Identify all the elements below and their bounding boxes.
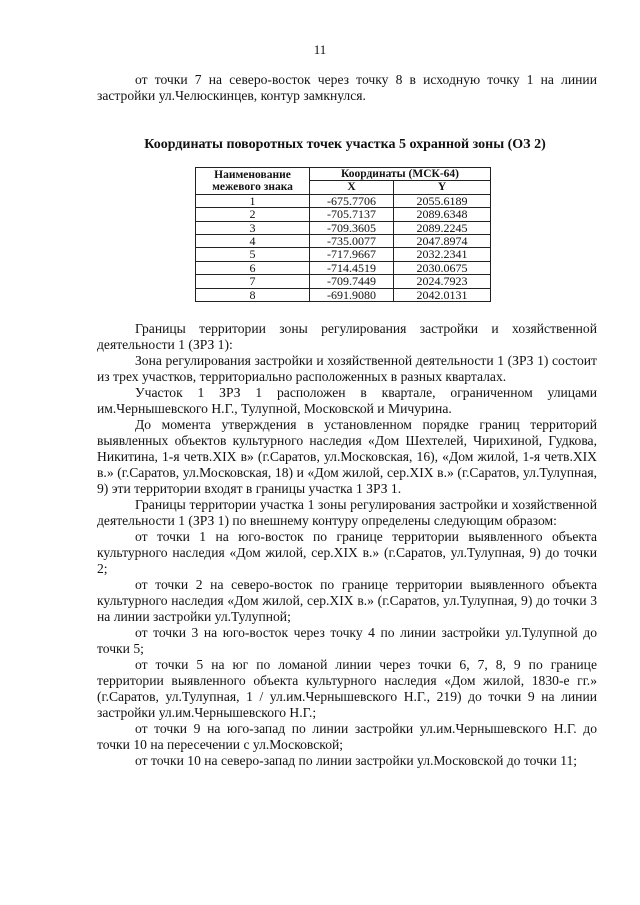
row-number: 6 bbox=[196, 261, 310, 274]
row-y: 2030.0675 bbox=[394, 261, 491, 274]
row-number: 4 bbox=[196, 235, 310, 248]
section-title: Координаты поворотных точек участка 5 охранной зоны (ОЗ 2) bbox=[144, 137, 546, 152]
body-paragraph: от точки 5 на юг по ломаной линии через точки 6, 7, 8, 9 по границе территории выявленного объекта культурного наследия «Дом жилой, 1830-е гг.» (г.Саратов, ул.Тулупная, 1 / ул.им.Чернышевского Н.Г., 219) до точки 9 на линии застройки ул.им.Чернышевского Н.Г.; bbox=[97, 657, 597, 721]
table-row bbox=[196, 235, 491, 248]
row-y: 2024.7923 bbox=[394, 275, 491, 288]
intro-paragraph: от точки 7 на северо-восток через точку 8 в исходную точку 1 на линии застройки ул.Челюскинцев, контур замкнулся. bbox=[97, 72, 597, 103]
coordinates-table bbox=[195, 167, 491, 302]
row-x: -717.9667 bbox=[310, 248, 394, 261]
body-paragraph: от точки 1 на юго-восток по границе территории выявленного объекта культурного наследия «Дом жилой, сер.XIX в.» (г.Саратов, ул.Тулупная, 9) до точки 2; bbox=[97, 529, 597, 577]
body-paragraph: До момента утверждения в установленном порядке границ территорий выявленных объектов культурного наследия «Дом Шехтелей, Чирихиной, Гудкова, Никитина, 1-я четв.XIX в» (г.Саратов, ул.Московская, 16), «Дом жилой, 1-я четв.XIX в.» (г.Саратов, ул.Московская, 18) и «Дом жилой, сер.XIX в.» (г.Саратов, ул.Тулупная, 9) эти территории входят в границы участка 1 ЗРЗ 1. bbox=[97, 417, 597, 497]
row-x: -735.0077 bbox=[310, 235, 394, 248]
header-x: X bbox=[310, 181, 394, 194]
table-row bbox=[196, 288, 491, 301]
row-y: 2032.2341 bbox=[394, 248, 491, 261]
table-header-row bbox=[196, 168, 491, 181]
row-x: -675.7706 bbox=[310, 194, 394, 207]
table-row bbox=[196, 248, 491, 261]
row-number: 3 bbox=[196, 221, 310, 234]
body-paragraph: Участок 1 ЗРЗ 1 расположен в квартале, ограниченном улицами им.Чернышевского Н.Г., Тулупной, Московской и Мичурина. bbox=[97, 385, 597, 417]
header-boundary-mark: Наименование межевого знака bbox=[196, 168, 310, 195]
body-paragraph: от точки 10 на северо-запад по линии застройки ул.Московской до точки 11; bbox=[135, 753, 578, 769]
row-number: 2 bbox=[196, 208, 310, 221]
table-row bbox=[196, 194, 491, 207]
row-number: 7 bbox=[196, 275, 310, 288]
row-y: 2055.6189 bbox=[394, 194, 491, 207]
table-row bbox=[196, 221, 491, 234]
table-row bbox=[196, 208, 491, 221]
body-paragraph: от точки 3 на юго-восток через точку 4 по линии застройки ул.Тулупной до точки 5; bbox=[97, 625, 597, 657]
row-x: -705.7137 bbox=[310, 208, 394, 221]
document-body bbox=[97, 72, 597, 769]
row-x: -691.9080 bbox=[310, 288, 394, 301]
row-y: 2089.2245 bbox=[394, 221, 491, 234]
table-row bbox=[196, 275, 491, 288]
row-y: 2047.8974 bbox=[394, 235, 491, 248]
page-number: 11 bbox=[313, 42, 327, 57]
body-paragraph: Границы территории зоны регулирования застройки и хозяйственной деятельности 1 (ЗРЗ 1): bbox=[97, 321, 597, 353]
row-number: 5 bbox=[196, 248, 310, 261]
header-coordinates: Координаты (МСК-64) bbox=[310, 168, 491, 181]
body-paragraph: Зона регулирования застройки и хозяйственной деятельности 1 (ЗРЗ 1) состоит из трех участков, территориально расположенных в разных кварталах. bbox=[97, 353, 597, 385]
row-y: 2042.0131 bbox=[394, 288, 491, 301]
row-x: -709.3605 bbox=[310, 221, 394, 234]
row-x: -714.4519 bbox=[310, 261, 394, 274]
row-number: 1 bbox=[196, 194, 310, 207]
row-x: -709.7449 bbox=[310, 275, 394, 288]
header-y: Y bbox=[394, 181, 491, 194]
body-paragraph: от точки 9 на юго-запад по линии застройки ул.им.Чернышевского Н.Г. до точки 10 на пересечении с ул.Московской; bbox=[97, 721, 597, 753]
table-row bbox=[196, 261, 491, 274]
row-number: 8 bbox=[196, 288, 310, 301]
body-paragraph: Границы территории участка 1 зоны регулирования застройки и хозяйственной деятельности 1 (ЗРЗ 1) по внешнему контуру определены следующим образом: bbox=[97, 497, 597, 529]
row-y: 2089.6348 bbox=[394, 208, 491, 221]
body-paragraph: от точки 2 на северо-восток по границе территории выявленного объекта культурного наследия «Дом жилой, сер.XIX в.» (г.Саратов, ул.Тулупная, 9) до точки 3 на линии застройки ул.Тулупной; bbox=[97, 577, 597, 625]
